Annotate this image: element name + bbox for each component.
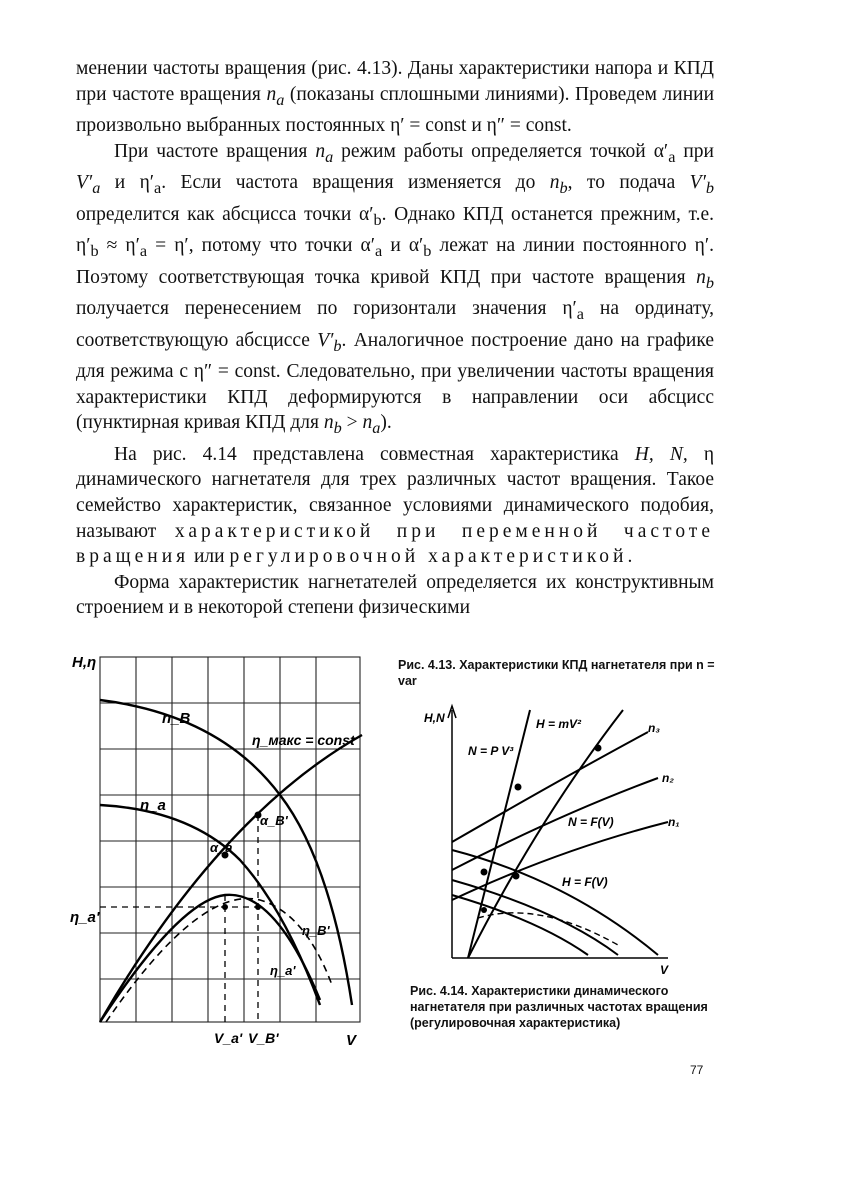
paragraph-4: Форма характеристик нагнетателей определяется их конструктивным строением и в некоторой степени физическими — [76, 571, 714, 619]
fig14-y-axis-label: H,N — [424, 711, 445, 725]
fig13-na-label: n_a — [140, 797, 166, 814]
paragraph-2: При частоте вращения $n_a$ режим работы определяется точкой $\alpha'_a$ при $V'_a$ и $\eta'_a$. Если частота вращения изменяется до $n_b$, то подача $V'_b$ определится как абсцисса точки $\alpha'_b$. Однако КПД останется прежним, т.е. $\eta'_b \approx \eta'_a = \eta'$, потому что точки $\alpha'_a$ и $\alpha'_b$ лежат на линии постоянного η′. Поэтому соответствующая точка кривой КПД при частоте вращения $n_b$ получается перенесением по горизонтали значения $\eta'_a$ на ординату, соответствующую абсциссе $V'_b$. Аналогичное построение дано на графике для режима с η″ = const. Следовательно, при увеличении частоты вращения характеристики КПД деформируются в направлении оси абсцисс (пунктирная кривая КПД для $n_b > n_a$). — [76, 140, 714, 438]
body-text — [76, 56, 714, 621]
fig14-n-fv-label: N = F(V) — [568, 815, 614, 829]
fig14-v-label: V — [660, 963, 669, 977]
paragraph-1: менении частоты вращения (рис. 4.13). Даны характеристики напора и КПД при частоте вращения $n_a$ (показаны сплошными линиями). Проведем линии произвольно выбранных постоянных η′ = const и η″ = const. — [76, 58, 715, 137]
fig13-alpha-a-label: α_a — [210, 840, 233, 855]
fig14-h-mv2-label: H = mV² — [536, 717, 582, 731]
fig13-vb-label: V_B' — [248, 1030, 279, 1046]
fig14-n3-label: n₃ — [648, 721, 660, 735]
dashed-efficiency-curve — [106, 899, 332, 1022]
fig14-h-fv-label: H = F(V) — [562, 875, 608, 889]
fig13-va-label: V_a' — [214, 1030, 243, 1046]
fig13-y-axis-label: H,η — [72, 654, 97, 671]
fig13-caption: Рис. 4.13. Характеристики КПД нагнетателя при n = var — [398, 658, 715, 688]
fig13-nb-label: n_B — [162, 710, 191, 727]
fig13-v-label: V — [346, 1032, 357, 1049]
figure-4-14 — [418, 700, 718, 980]
construction-lines — [100, 815, 258, 1022]
fig14-n1-label: n₁ — [668, 815, 680, 829]
fig13-alpha-b-label: α_B' — [260, 813, 288, 828]
fig14-n-pv3-label: N = P V³ — [468, 744, 514, 758]
fig13-eta-a2-label: η_a' — [270, 963, 296, 978]
paragraph-3: На рис. 4.14 представлена совместная характеристика H, N, η динамического нагнетателя для трех различных частот вращения. Такое семейство характеристик, связанное условиями динамического подобия, называют характеристикой при переменной частоте вращения или регулировочной характеристикой. — [76, 443, 715, 568]
figure-4-13 — [70, 645, 370, 1065]
fig13-eta-b-label: η_B' — [302, 923, 330, 938]
fig14-caption: Рис. 4.14. Характеристики динамического нагнетателя при различных частотах вращения (регулировочная характеристика) — [410, 984, 708, 1030]
fig14-n2-label: n₂ — [662, 771, 674, 785]
fig13-eta-a-label: η_a' — [70, 909, 100, 926]
curves — [100, 700, 362, 1022]
page-number: 77 — [690, 1063, 704, 1077]
fig13-eta-max-label: η_макс = const — [252, 732, 355, 748]
